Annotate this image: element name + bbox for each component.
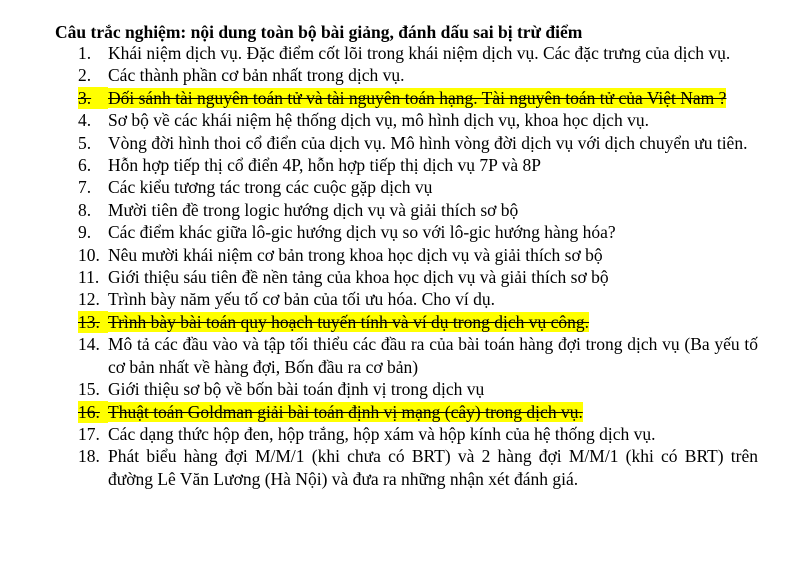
item-number: 2.: [78, 65, 92, 86]
item-text: Khái niệm dịch vụ. Đặc điểm cốt lõi trong khái niệm dịch vụ. Các đặc trưng của dịch vụ.: [108, 43, 731, 63]
list-item-struck: [78, 87, 758, 109]
page-title: Câu trắc nghiệm: nội dung toàn bộ bài giảng, đánh dấu sai bị trừ điểm: [55, 22, 583, 42]
question-list: [78, 42, 758, 490]
item-number: 18.: [78, 446, 100, 467]
list-item: [78, 109, 758, 131]
item-number: 13.: [78, 311, 108, 333]
item-text: Phát biểu hàng đợi M/M/1 (khi chưa có BRT) và 2 hàng đợi M/M/1 (khi có BRT) trên đường Lê Văn Lương (Hà Nội) và đưa ra những nhận xét đánh giá.: [108, 446, 758, 489]
item-number: 11.: [78, 267, 100, 288]
item-number: 6.: [78, 155, 92, 176]
item-text: Sơ bộ về các khái niệm hệ thống dịch vụ, mô hình dịch vụ, khoa học dịch vụ.: [108, 110, 649, 131]
list-item: [78, 378, 758, 400]
list-item-struck: [78, 401, 758, 423]
item-text: Thuật toán Goldman giải bài toán định vị mạng (cây) trong dịch vụ.: [108, 401, 583, 422]
list-item: [78, 176, 758, 198]
item-number: 17.: [78, 423, 100, 444]
item-text: Hỗn hợp tiếp thị cổ điển 4P, hỗn hợp tiếp thị dịch vụ 7P và 8P: [108, 155, 541, 176]
item-number: 3.: [78, 87, 108, 109]
item-number: 16.: [78, 401, 108, 423]
item-text: Vòng đời hình thoi cổ điển của dịch vụ. Mô hình vòng đời dịch vụ với dịch chuyển ưu tiên.: [108, 132, 748, 153]
item-text: Giới thiệu sơ bộ về bốn bài toán định vị trong dịch vụ: [108, 379, 485, 400]
list-item: [78, 64, 758, 86]
item-text: Nêu mười khái niệm cơ bản trong khoa học dịch vụ và giải thích sơ bộ: [108, 244, 603, 265]
item-number: 10.: [78, 244, 100, 265]
item-text: Mười tiên đề trong logic hướng dịch vụ và giải thích sơ bộ: [108, 199, 519, 220]
item-number: 5.: [78, 132, 92, 153]
item-text: Mô tả các đầu vào và tập tối thiểu các đầu ra của bài toán hàng đợi trong dịch vụ (Ba yếu tố cơ bản nhất về hàng đợi, Bốn đầu ra cơ bản): [108, 334, 758, 377]
list-item: [78, 266, 758, 288]
list-item: [78, 288, 758, 310]
list-item: [78, 199, 758, 221]
item-text: Giới thiệu sáu tiên đề nền tảng của khoa học dịch vụ và giải thích sơ bộ: [108, 267, 609, 288]
item-text: Các điểm khác giữa lô-gic hướng dịch vụ so với lô-gic hướng hàng hóa?: [108, 222, 616, 243]
list-item: [78, 445, 758, 490]
list-item: [78, 423, 758, 445]
item-text: Đối sánh tài nguyên toán tử và tài nguyên toán hạng. Tài nguyên toán tử của Việt Nam ?: [108, 87, 727, 108]
item-text: Các kiểu tương tác trong các cuộc gặp dịch vụ: [108, 177, 433, 198]
item-number: 7.: [78, 177, 92, 198]
item-number: 9.: [78, 222, 92, 243]
list-item: [78, 333, 758, 378]
item-number: 1.: [78, 43, 92, 63]
item-number: 8.: [78, 199, 92, 220]
item-text: Các dạng thức hộp đen, hộp trắng, hộp xám và hộp kính của hệ thống dịch vụ.: [108, 423, 656, 444]
item-number: 4.: [78, 110, 92, 131]
list-item: [78, 154, 758, 176]
list-item: [78, 132, 758, 154]
list-item: [78, 221, 758, 243]
list-item: [78, 42, 758, 64]
list-item: [78, 244, 758, 266]
item-number: 12.: [78, 289, 100, 310]
item-text: Trình bày năm yếu tố cơ bản của tối ưu hóa. Cho ví dụ.: [108, 289, 495, 310]
item-number: 14.: [78, 334, 100, 355]
item-number: 15.: [78, 379, 100, 400]
list-item-struck: [78, 311, 758, 333]
item-text: Trình bày bài toán quy hoạch tuyến tính và ví dụ trong dịch vụ công.: [108, 311, 590, 332]
item-text: Các thành phần cơ bản nhất trong dịch vụ.: [108, 65, 405, 86]
